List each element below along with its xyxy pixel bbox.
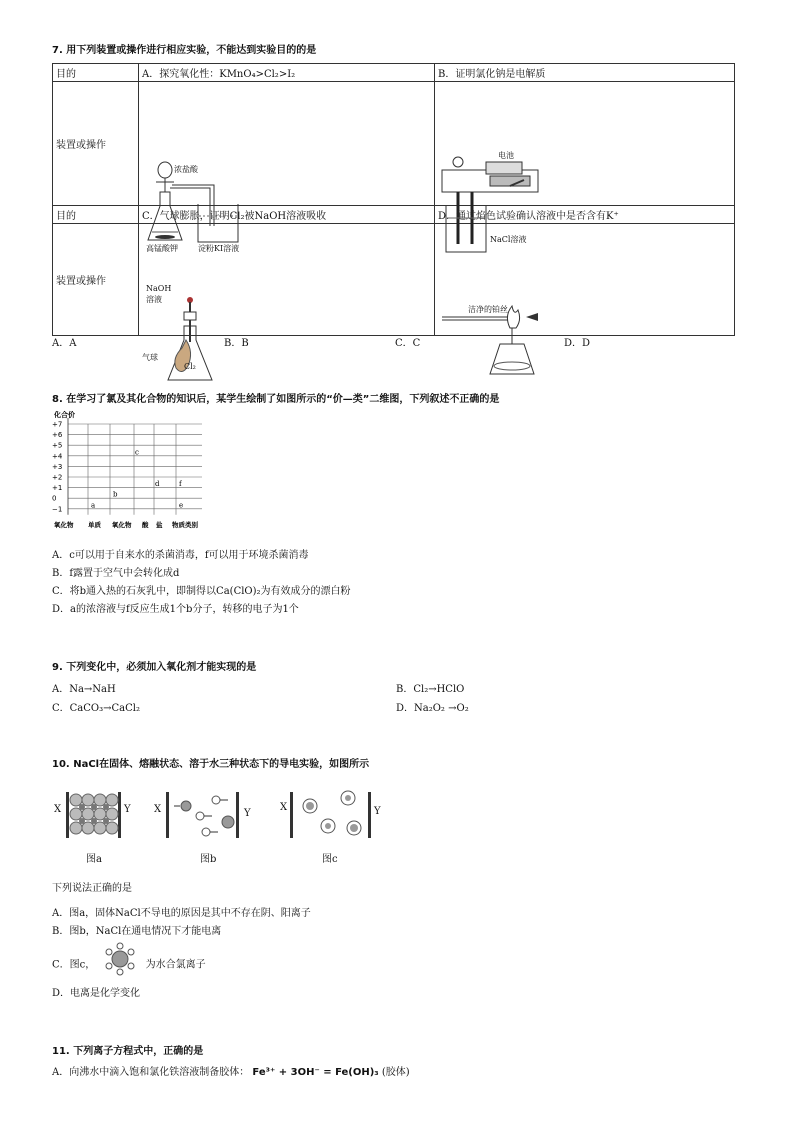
q7-options (52, 337, 735, 351)
q10-option-c-suffix: 为水合氯离子 (145, 959, 206, 971)
device-label-2: 装置或操作 (53, 224, 139, 336)
q10-option-d[interactable]: D．电离是化学变化 (52, 988, 141, 999)
fig-d-label-wire: 洁净的铂丝 (468, 304, 508, 314)
chart-xtick: 盐 (156, 520, 163, 529)
chart-ytick: +7 (52, 420, 63, 429)
figure-10a (52, 784, 142, 864)
goal-label-2: 目的 (53, 206, 139, 224)
q7-option-b[interactable]: B．B (224, 338, 249, 349)
chart-ytick: +1 (52, 484, 63, 493)
fig-a-label-kmno4: 高锰酸钾 (146, 243, 178, 253)
fig-c-label-cl2: Cl₂ (184, 361, 196, 371)
q11-option-a-text: A．向沸水中滴入饱和氯化铁溶液制备胶体： (52, 1067, 250, 1078)
chart-xtick: 物质类别 (172, 520, 198, 529)
chart-ytick: 0 (52, 494, 57, 503)
q10-option-a[interactable]: A．图a，固体NaCl不导电的原因是其中不存在阴、阳离子 (52, 908, 311, 919)
chart-point-c: c (135, 448, 139, 457)
cell-a-text: A．探究氧化性：KMnO₄>Cl₂>I₂ (139, 64, 435, 82)
q9-option-d[interactable]: D．Na₂O₂ →O₂ (396, 703, 469, 714)
chart-ytick: −1 (52, 505, 63, 514)
q10-option-c[interactable] (52, 954, 206, 976)
chart-xtick: 氧化物 (54, 520, 74, 529)
cell-c-text: C．气球膨胀，证明Cl₂被NaOH溶液吸收 (139, 206, 435, 224)
hydrated-chloride-ion-icon (100, 942, 140, 976)
chart-ytick: +2 (52, 473, 63, 482)
figure-c-drawing (142, 280, 432, 388)
q11-option-a[interactable] (52, 1066, 410, 1080)
chart-ytick: +3 (52, 462, 63, 471)
cell-b-text: B．证明氯化钠是电解质 (435, 64, 735, 82)
fig-10a-caption: 图a (86, 854, 102, 865)
fig-10b-label-x: X (154, 804, 162, 815)
figure-d-drawing (438, 280, 733, 388)
fig-a-label-ki: 淀粉KI溶液 (198, 243, 240, 253)
valence-type-chart (52, 408, 222, 543)
q10-option-b[interactable]: B．图b，NaCl在通电情况下才能电离 (52, 926, 222, 937)
chart-point-b: b (113, 490, 118, 499)
chart-ylabel: 化合价 (54, 411, 75, 419)
q7-option-a[interactable]: A．A (52, 338, 77, 349)
q7-option-c[interactable]: C．C (395, 338, 421, 349)
device-label: 装置或操作 (53, 82, 139, 206)
q11-option-a-equation: Fe³⁺ + 3OH⁻ = Fe(OH)₃ (252, 1067, 379, 1078)
fig-c-label-balloon: 气球 (142, 352, 158, 362)
q10-stem: 下列说法正确的是 (52, 883, 132, 894)
fig-c-label-solution: 溶液 (146, 294, 162, 304)
fig-b-label-nacl: NaCl溶液 (490, 234, 527, 244)
q11-title: 11. 下列离子方程式中，正确的是 (52, 1046, 204, 1057)
fig-10a-label-y: Y (124, 804, 131, 815)
q8-title: 8. 在学习了氯及其化合物的知识后，某学生绘制了如图所示的“价—类”二维图，下列叙述不正确的是 (52, 394, 500, 405)
q10-title: 10. NaCl在固体、熔融状态、溶于水三种状态下的导电实验，如图所示 (52, 759, 370, 770)
fig-10c-label-x: X (280, 802, 288, 813)
fig-10a-label-x: X (54, 804, 62, 815)
fig-c-label-naoh: NaOH (146, 283, 172, 293)
q9-option-a[interactable]: A．Na→NaH (52, 684, 116, 695)
chart-ytick: +5 (52, 441, 63, 450)
q11-option-a-tail: (胶体) (381, 1067, 410, 1078)
cell-d-text: D．通过焰色试验确认溶液中是否含有K⁺ (435, 206, 735, 224)
q7-option-d[interactable]: D．D (564, 338, 591, 349)
q8-chart (52, 408, 222, 543)
fig-10c-label-y: Y (374, 806, 381, 817)
q8-option-c[interactable]: C．将b通入热的石灰乳中，即制得以Ca(ClO)₂为有效成分的漂白粉 (52, 586, 351, 597)
q9-title: 9. 下列变化中，必须加入氧化剂才能实现的是 (52, 662, 257, 673)
figure-b-drawing (438, 144, 733, 264)
chart-point-a: a (91, 501, 96, 510)
fig-a-label-hcl: 浓盐酸 (174, 164, 198, 174)
q8-option-d[interactable]: D．a的浓溶液与f反应生成1个b分子，转移的电子为1个 (52, 604, 299, 615)
q10-option-c-prefix: C．图c， (52, 959, 96, 971)
figure-10b (152, 784, 262, 864)
figure-10a-drawing (52, 784, 142, 846)
chart-point-f: f (179, 480, 182, 489)
chart-ytick: +6 (52, 431, 63, 440)
fig-b-label-battery: 电池 (498, 150, 514, 160)
chart-xtick: 单质 (88, 520, 101, 529)
q8-option-b[interactable]: B．f露置于空气中会转化成d (52, 568, 180, 579)
fig-10b-label-y: Y (244, 808, 251, 819)
q8-option-a[interactable]: A．c可以用于自来水的杀菌消毒，f可以用于环境杀菌消毒 (52, 550, 309, 561)
chart-xtick: 酸 (142, 520, 149, 529)
chart-xtick: 氧化物 (112, 520, 132, 529)
figure-10c (280, 784, 390, 864)
chart-point-e: e (179, 501, 184, 510)
q9-option-b[interactable]: B．Cl₂→HClO (396, 684, 465, 695)
q7-title: 7. 用下列装置或操作进行相应实验，不能达到实验目的的是 (52, 45, 317, 56)
fig-10b-caption: 图b (200, 854, 217, 865)
q9-option-c[interactable]: C．CaCO₃→CaCl₂ (52, 703, 140, 714)
figure-a-drawing (142, 144, 432, 264)
chart-point-d: d (155, 480, 160, 489)
goal-label: 目的 (53, 64, 139, 82)
fig-10c-caption: 图c (322, 854, 338, 865)
chart-ytick: +4 (52, 452, 63, 461)
